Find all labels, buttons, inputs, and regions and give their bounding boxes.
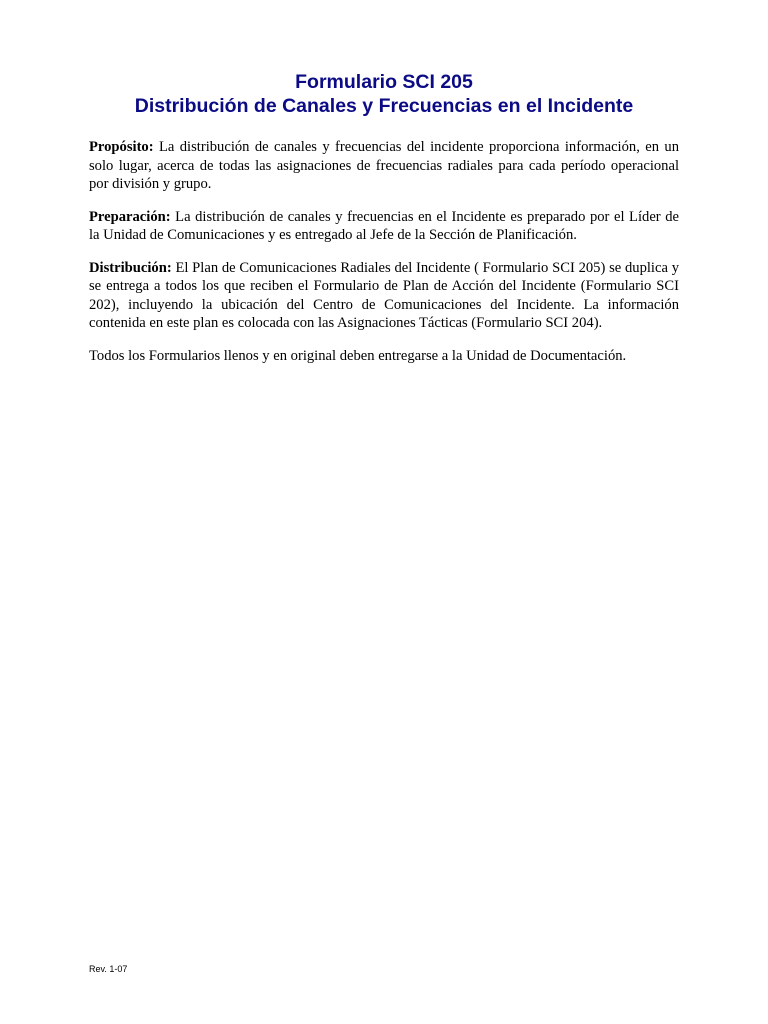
section-text: La distribución de canales y frecuencias del incidente proporciona información, en un solo lugar, acerca de todas las asignaciones de frecuencias radiales para cada período operacional por división y grupo. (89, 139, 679, 192)
revision-footer: Rev. 1-07 (89, 964, 128, 974)
section-distribucion (89, 259, 679, 333)
section-label: Propósito: (89, 139, 154, 155)
form-title: Formulario SCI 205 (295, 71, 473, 93)
section-text: El Plan de Comunicaciones Radiales del Incidente ( Formulario SCI 205) se duplica y se entrega a todos los que reciben el Formulario de Plan de Acción del Incidente (Formulario SCI 202), incluyendo la ubicación del Centro de Comunicaciones del Incidente. La información contenida en este plan es colocada con las Asignaciones Tácticas (Formulario SCI 204). (89, 259, 679, 331)
closing-note: Todos los Formularios llenos y en original deben entregarse a la Unidad de Documentación. (89, 347, 627, 364)
section-proposito (89, 138, 679, 194)
section-preparacion (89, 208, 679, 245)
form-subtitle: Distribución de Canales y Frecuencias en el Incidente (134, 95, 634, 117)
title-block (0, 70, 768, 118)
document-body (89, 138, 679, 379)
section-label: Distribución: (89, 259, 172, 276)
section-text: La distribución de canales y frecuencias en el Incidente es preparado por el Líder de la Unidad de Comunicaciones y es entregado al Jefe de la Sección de Planificación. (89, 208, 679, 243)
section-label: Preparación: (89, 208, 171, 225)
